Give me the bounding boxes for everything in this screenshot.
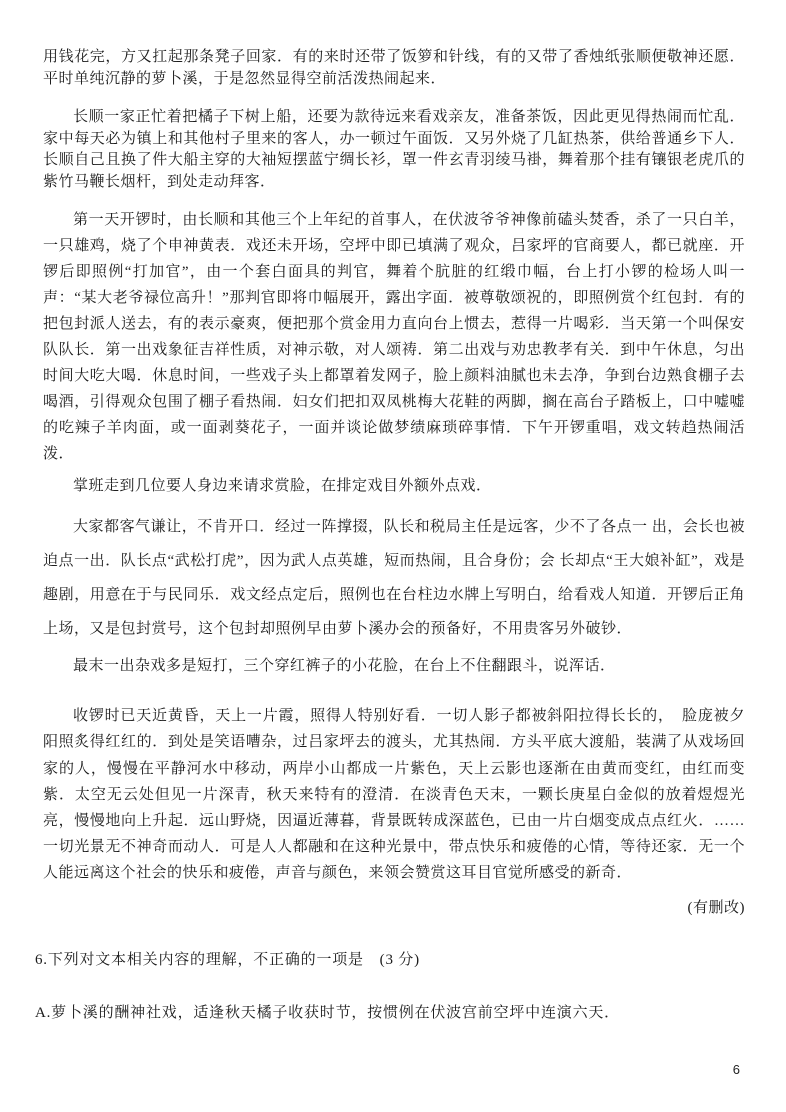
passage-paragraph: 第一天开锣时，由长顺和其他三个上年纪的首事人，在伏波爷爷神像前磕头焚香，杀了一只白羊，一只雄鸡，烧了个申神黄表．戏还未开场，空坪中即已填满了观众，吕家坪的官商要人，都已就座．开锣后即照例“打加官”，由一个套白面具的判官，舞着个肮脏的红缎巾幅，台上打小锣的检场人叫一声：“某大老爷禄位高升！”那判官即将巾幅展开，露出字面．被尊敬颂祝的，即照例赏个红包封．有的把包封派人送去，有的表示豪爽，便把那个赏金用力直向台上惯去，惹得一片喝彩．当天第一个叫保安队队长．第一出戏象征吉祥性质，对神示敬，对人颂祷．第二出戏与劝忠教孝有关．到中午休息，匀出时间大吃大喝．休息时间，一些戏子头上都罩着发网子，脸上颜料油腻也未去净，争到台边熟食棚子去喝酒，引得观众包围了棚子看热闹．妇女们把扣双凤桃梅大花鞋的两脚，搁在高台子踏板上，口中嘘嘘的吃辣子羊肉面，或一面剥葵花子，一面并谈论做梦绩麻琐碎事情．下午开锣重唱，戏文转趋热闹活泼．	[43, 211, 745, 462]
passage-paragraph: 用钱花完，方又扛起那条凳子回家．有的来时还带了饭箩和针线，有的又带了香烛纸张顺便敬神还愿．平时单纯沉静的萝卜溪，于是忽然显得空前活泼热闹起来．	[43, 49, 745, 87]
passage-paragraphs	[43, 47, 745, 887]
attribution-note: (有删改)	[687, 899, 745, 916]
passage-paragraph: 掌班走到几位要人身边来请求赏脸，在排定戏目外额外点戏．	[73, 477, 492, 494]
question-6-option-a: A.萝卜溪的酬神社戏，适逢秋天橘子收获时节，按惯例在伏波宫前空坪中连演六天．	[35, 1005, 620, 1022]
passage-paragraph: 长顺一家正忙着把橘子下树上船，还要为款待远来看戏亲友，准备茶饭，因此更见得热闹而忙乱．家中每天必为镇上和其他村子里来的客人，办一顿过午面饭．又另外烧了几缸热茶，供给普通乡下人．长顺自己且换了件大船主穿的大袖短摆蓝宁绸长衫，罩一件玄青羽绫马褂，舞着那个挂有镶银老虎爪的紫竹马鞭长烟杆，到处走动拜客．	[43, 109, 745, 191]
page-number: 6	[732, 1062, 740, 1077]
passage-paragraph: 最末一出杂戏多是短打，三个穿红裤子的小花脸，在台上不住翻跟斗，说浑话．	[73, 657, 616, 674]
passage-paragraph: 大家都客气谦让，不肯开口．经过一阵撑掇，队长和税局主任是远客，少不了各点一 出，会长也被迫点一出．队长点“武松打虎”，因为武人点英雄，短而热闹，且合身份；会 长却点“王大娘补缸”，戏是趣剧，用意在于与民同乐．戏文经点定后，照例也在台柱边水牌上写明白，给看戏人知道．开锣后正角上场，又是包封赏号，这个包封却照例早由萝卜溪办会的预备好，不用贵客另外破钞．	[43, 518, 745, 637]
question-6-stem: 6.下列对文本相关内容的理解，不正确的一项是 (3 分)	[35, 952, 420, 969]
passage-paragraph: 收锣时已天近黄昏，天上一片霞，照得人特别好看．一切人影子都被斜阳拉得长长的， 脸庞被夕阳照炙得红红的．到处是笑语嘈杂，过吕家坪去的渡头，尤其热闹．方头平底大渡船，装满了从戏场回家的人，慢慢在平静河水中移动，两岸小山都成一片紫色，天上云影也逐渐在由黄而变红，由红而变紫．太空无云处但见一片深青，秋天来特有的澄清．在淡青色天末，一颗长庚星白金似的放着煜煜光亮，慢慢地向上升起．远山野烧，因逼近薄暮，背景既转成深蓝色，已由一片白烟变成点点红火．……一切光景无不神奇而动人．可是人人都融和在这种光景中，带点快乐和疲倦的心情，等待还家．无一个人能远离这个社会的快乐和疲倦，声音与颜色，来领会赞赏这耳目官觉所感受的新奇．	[43, 708, 745, 882]
